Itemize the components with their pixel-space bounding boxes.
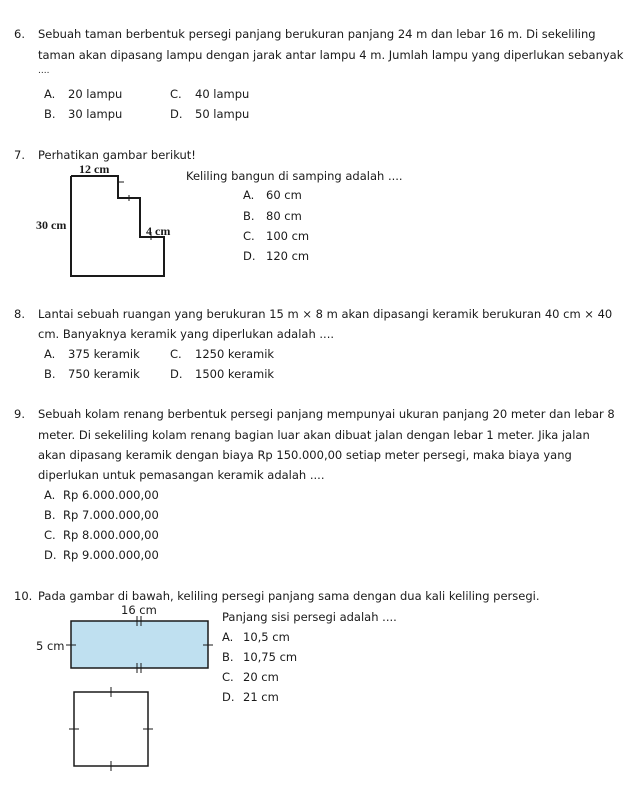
q7-option-a-letter: A. (243, 188, 255, 202)
q6-option-b[interactable]: 30 lampu (68, 107, 123, 121)
q10-label-left: 5 cm (36, 639, 65, 653)
q9-option-d-letter: D. (44, 548, 57, 562)
q7-label-step: 4 cm (146, 224, 171, 238)
q7-number: 7. (14, 148, 25, 162)
q10-option-c-letter: C. (222, 670, 234, 684)
q10-option-a-letter: A. (222, 630, 234, 644)
q7-label-top: 12 cm (79, 162, 110, 176)
q6-option-c-letter: C. (170, 87, 182, 101)
q7-option-d-letter: D. (243, 249, 256, 263)
q7-option-d[interactable]: 120 cm (266, 249, 310, 263)
q10-option-d-letter: D. (222, 690, 235, 704)
q7-side-text: Keliling bangun di samping adalah .... (186, 169, 403, 183)
q10-square (74, 692, 148, 766)
q10-option-b[interactable]: 10,75 cm (243, 650, 298, 664)
q10-line-1: Pada gambar di bawah, keliling persegi panjang sama dengan dua kali keliling persegi. (38, 589, 540, 603)
q8-option-a[interactable]: 375 keramik (68, 347, 140, 361)
q10-option-b-letter: B. (222, 650, 234, 664)
q10-number: 10. (14, 589, 33, 603)
q8-line-1: Lantai sebuah ruangan yang berukuran 15 m × 8 m akan dipasangi keramik berukuran 40 cm × 40 (38, 307, 613, 321)
q8-option-d[interactable]: 1500 keramik (195, 367, 275, 381)
q6-line-1: Sebuah taman berbentuk persegi panjang berukuran panjang 24 m dan lebar 16 m. Di sekeliling (38, 27, 596, 41)
q10-side-text: Panjang sisi persegi adalah .... (222, 610, 397, 624)
q6-option-c[interactable]: 40 lampu (195, 87, 250, 101)
q10-label-top: 16 cm (121, 603, 157, 617)
q9-number: 9. (14, 407, 25, 421)
q6-option-a[interactable]: 20 lampu (68, 87, 123, 101)
q8-option-c[interactable]: 1250 keramik (195, 347, 275, 361)
q9-option-c-letter: C. (44, 528, 56, 542)
q10-option-d[interactable]: 21 cm (243, 690, 279, 704)
q8-option-b-letter: B. (44, 367, 56, 381)
q10-option-a[interactable]: 10,5 cm (243, 630, 290, 644)
q8-option-a-letter: A. (44, 347, 56, 361)
q9-line-4: diperlukan untuk pemasangan keramik adalah .... (38, 468, 325, 482)
q6-option-d-letter: D. (170, 107, 183, 121)
q7-option-c-letter: C. (243, 229, 255, 243)
q9-option-c[interactable]: Rp 8.000.000,00 (63, 528, 159, 542)
q8-option-b[interactable]: 750 keramik (68, 367, 140, 381)
q6-line-3: .... (38, 66, 50, 76)
q9-option-d[interactable]: Rp 9.000.000,00 (63, 548, 159, 562)
q8-option-d-letter: D. (170, 367, 183, 381)
q8-line-2: cm. Banyaknya keramik yang diperlukan adalah .... (38, 327, 335, 341)
q7-option-c[interactable]: 100 cm (266, 229, 310, 243)
q9-option-a-letter: A. (44, 488, 56, 502)
q8-option-c-letter: C. (170, 347, 182, 361)
q6-number: 6. (14, 27, 25, 41)
q6-option-a-letter: A. (44, 87, 56, 101)
q8-number: 8. (14, 307, 25, 321)
q9-option-b-letter: B. (44, 508, 56, 522)
q7-option-b[interactable]: 80 cm (266, 209, 302, 223)
q6-line-2: taman akan dipasang lampu dengan jarak antar lampu 4 m. Jumlah lampu yang diperlukan sebanyak (38, 48, 624, 62)
q9-line-1: Sebuah kolam renang berbentuk persegi panjang mempunyai ukuran panjang 20 meter dan lebar 8 (38, 407, 615, 421)
q7-option-b-letter: B. (243, 209, 255, 223)
q9-option-a[interactable]: Rp 6.000.000,00 (63, 488, 159, 502)
q7-line-1: Perhatikan gambar berikut! (38, 148, 196, 162)
q6-option-b-letter: B. (44, 107, 56, 121)
q7-option-a[interactable]: 60 cm (266, 188, 302, 202)
q6-option-d[interactable]: 50 lampu (195, 107, 250, 121)
q10-option-c[interactable]: 20 cm (243, 670, 279, 684)
q7-label-left: 30 cm (36, 218, 67, 232)
q9-line-2: meter. Di sekeliling kolam renang bagian luar akan dibuat jalan dengan lebar 1 meter. Jika jalan (38, 428, 590, 442)
q10-rectangle (71, 621, 208, 668)
q9-line-3: akan dipasang keramik dengan biaya Rp 150.000,00 setiap meter persegi, maka biaya yang (38, 448, 572, 462)
q9-option-b[interactable]: Rp 7.000.000,00 (63, 508, 159, 522)
